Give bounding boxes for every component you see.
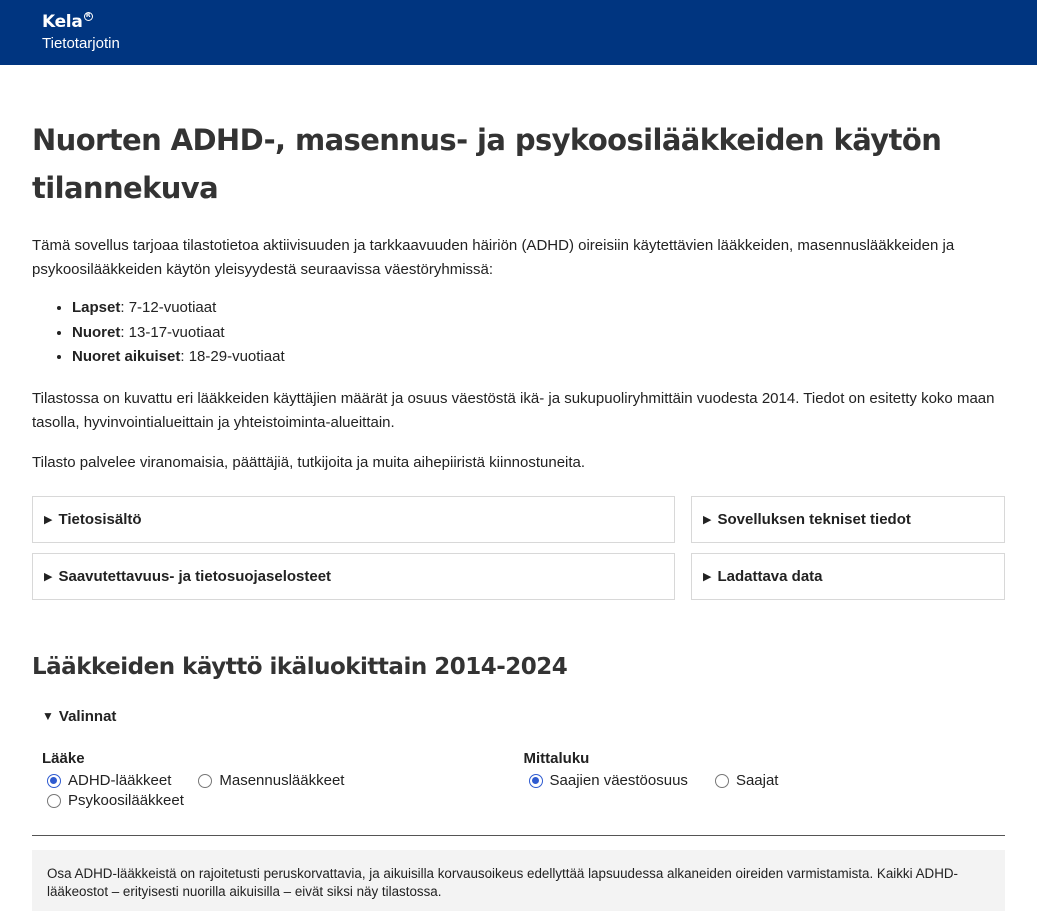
mittaluku-radios [524, 771, 854, 791]
app-name: Tietotarjotin [42, 35, 120, 52]
section-title: Lääkkeiden käyttö ikäluokittain 2014-2024 [32, 653, 568, 680]
radio-label: Masennuslääkkeet [219, 771, 345, 789]
info-panels [32, 496, 1005, 600]
panel-tekniset-tiedot[interactable] [691, 496, 1005, 543]
top-bar [0, 0, 1037, 65]
triangle-right-icon: ▶ [703, 513, 712, 526]
list-item [72, 345, 1005, 370]
valinnat-label: Valinnat [58, 707, 117, 725]
laake-title: Lääke [42, 749, 85, 767]
panel-saavutettavuus[interactable] [32, 553, 675, 600]
radio-unselected-icon[interactable] [198, 774, 212, 788]
radio-label: Saajat [735, 771, 779, 789]
population-groups-list [32, 296, 1005, 370]
description-text: Tilastossa on kuvattu eri lääkkeiden käyttäjien määrät ja osuus väestöstä ikä- ja sukupuoliryhmittäin vuodesta 2014. Tiedot on esitetty koko maan tasolla, hyvinvointialueittain ja yhteistoiminta-alueittain. [32, 389, 995, 431]
radio-label: ADHD-lääkkeet [68, 771, 172, 789]
radio-unselected-icon[interactable] [47, 794, 61, 808]
triangle-right-icon: ▶ [44, 513, 53, 526]
logo-text: Kela [42, 12, 83, 32]
intro-text: Tämä sovellus tarjoaa tilastotietoa aktiivisuuden ja tarkkaavuuden häiriön (ADHD) oireisiin käytettävien lääkkeiden, masennuslääkkeiden ja psykoosilääkkeiden käytön yleisyydestä seuraavissa väestöryhmissä: [32, 237, 955, 278]
group-range: : 18-29-vuotiaat [180, 348, 285, 365]
panel-tietosisalto[interactable] [32, 496, 675, 543]
notice-box: Osa ADHD-lääkkeistä on rajoitetusti peruskorvattavia, ja aikuisilla korvausoikeus edellyttää lapsuudessa alkaneiden oireiden varmistamista. Kaikki ADHD-lääkeostot – erityisesti nuorilla aikuisilla – eivät siksi näy tilastossa. [32, 850, 1005, 911]
triangle-right-icon: ▶ [703, 570, 712, 583]
radio-selected-icon[interactable] [47, 774, 61, 788]
group-range: : 7-12-vuotiaat [120, 299, 217, 316]
page-title: Nuorten ADHD-, masennus- ja psykoosilääkkeiden käytön tilannekuva [32, 123, 942, 205]
divider [32, 835, 1005, 836]
panel-label: Ladattava data [717, 567, 823, 585]
group-range: : 13-17-vuotiaat [120, 323, 225, 341]
radio-selected-icon[interactable] [529, 774, 543, 788]
list-item [72, 296, 1005, 321]
audience-text: Tilasto palvelee viranomaisia, päättäjiä, tutkijoita ja muita aihepiiristä kiinnostuneita. [32, 453, 586, 471]
radio-saajat[interactable] [710, 771, 779, 791]
list-item [72, 321, 1005, 346]
radio-psykoosi[interactable] [42, 791, 184, 811]
panel-label: Saavutettavuus- ja tietosuojaselosteet [58, 567, 332, 585]
triangle-down-icon: ▼ [42, 709, 54, 723]
panel-label: Sovelluksen tekniset tiedot [717, 510, 911, 528]
radio-label: Saajien väestöosuus [549, 771, 688, 789]
laake-group [42, 750, 524, 811]
radio-label: Psykoosilääkkeet [68, 791, 184, 809]
panel-ladattava-data[interactable] [691, 553, 1005, 600]
kela-logo[interactable] [42, 12, 93, 32]
panel-label: Tietosisältö [58, 510, 142, 528]
group-label: Nuoret [72, 323, 121, 341]
radio-masennus[interactable] [193, 771, 344, 791]
laake-radios [42, 771, 372, 811]
main-content [0, 116, 1037, 911]
group-label: Lapset [72, 299, 121, 316]
radio-adhd[interactable] [42, 771, 171, 791]
radio-vaestoosuus[interactable] [524, 771, 688, 791]
options-area [42, 750, 1005, 811]
mittaluku-group [524, 750, 1006, 811]
valinnat-toggle[interactable] [42, 708, 1005, 725]
mittaluku-title: Mittaluku [523, 749, 590, 767]
registered-mark-icon: R [84, 12, 93, 21]
group-label: Nuoret aikuiset [72, 348, 181, 365]
triangle-right-icon: ▶ [44, 570, 53, 583]
radio-unselected-icon[interactable] [715, 774, 729, 788]
